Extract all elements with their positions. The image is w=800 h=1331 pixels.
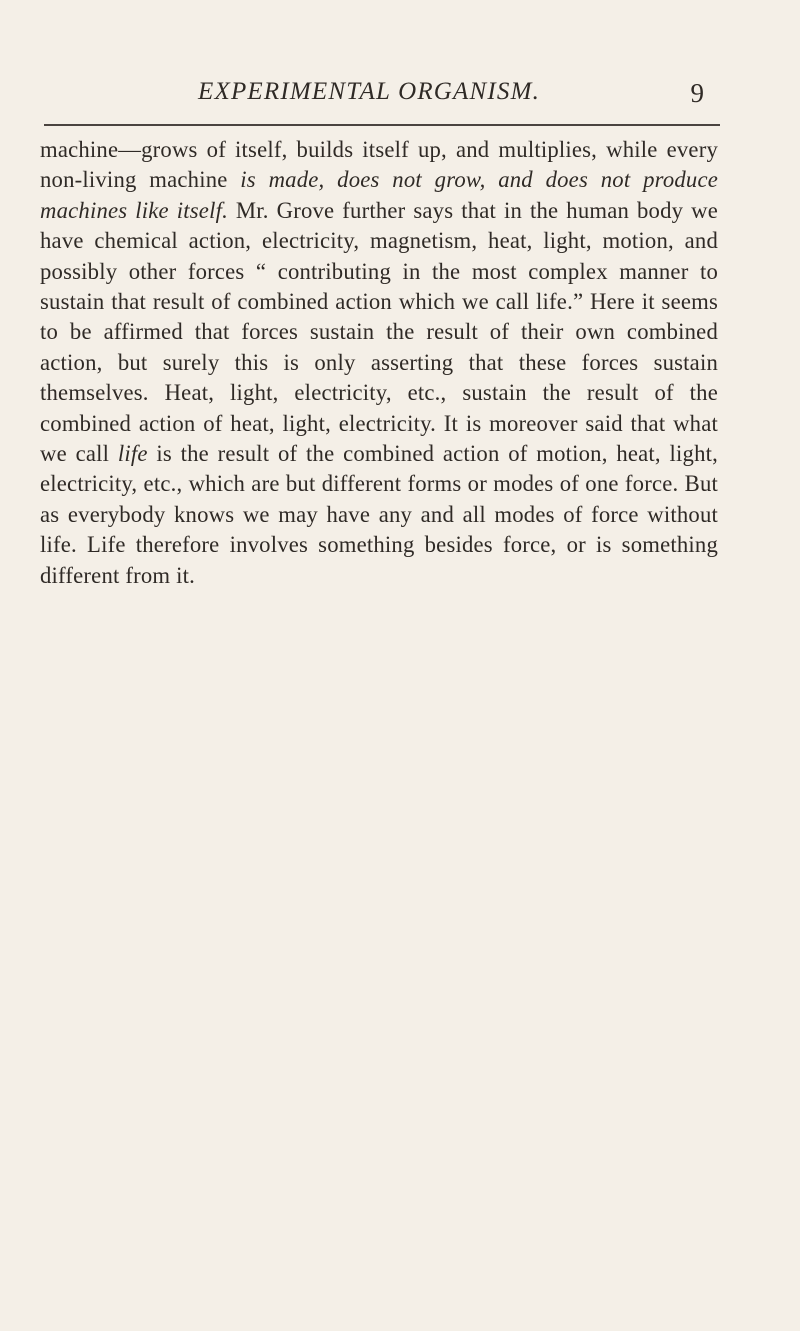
text-run: Mr. Grove further says that in the human body we have chemical action, electricity, magnetism, heat, light, motion, and possibly other forces “ contributing in the most complex manner to sustain that result of combined action which we call life.” Here it seems to be affirmed that forces sustain the result of their own combined action, but surely this is only asserting that these forces sustain themselves. Heat, light, electricity, etc., sustain the result of the combined action of heat, light, electricity. It is moreover said that what we call — [40, 197, 718, 467]
body-text — [40, 135, 718, 591]
paragraph — [40, 135, 718, 591]
italic-text-run: is made, does not grow, and does not produce machines like itself. — [40, 167, 718, 223]
text-run: machine—grows of itself, builds itself up, and multiplies, while every non-living machine — [40, 137, 718, 193]
page-number: 9 — [690, 78, 704, 108]
running-title: EXPERIMENTAL ORGANISM. — [198, 78, 541, 105]
running-header — [198, 78, 718, 118]
italic-text-run: life — [117, 441, 148, 467]
text-run: is the result of the combined action of motion, heat, light, electricity, etc., which are but different forms or modes of one force. But as everybody knows we may have any and all modes of force without life. Life therefore involves something besides force, or is something different from it. — [40, 441, 718, 588]
header-rule — [44, 124, 720, 126]
